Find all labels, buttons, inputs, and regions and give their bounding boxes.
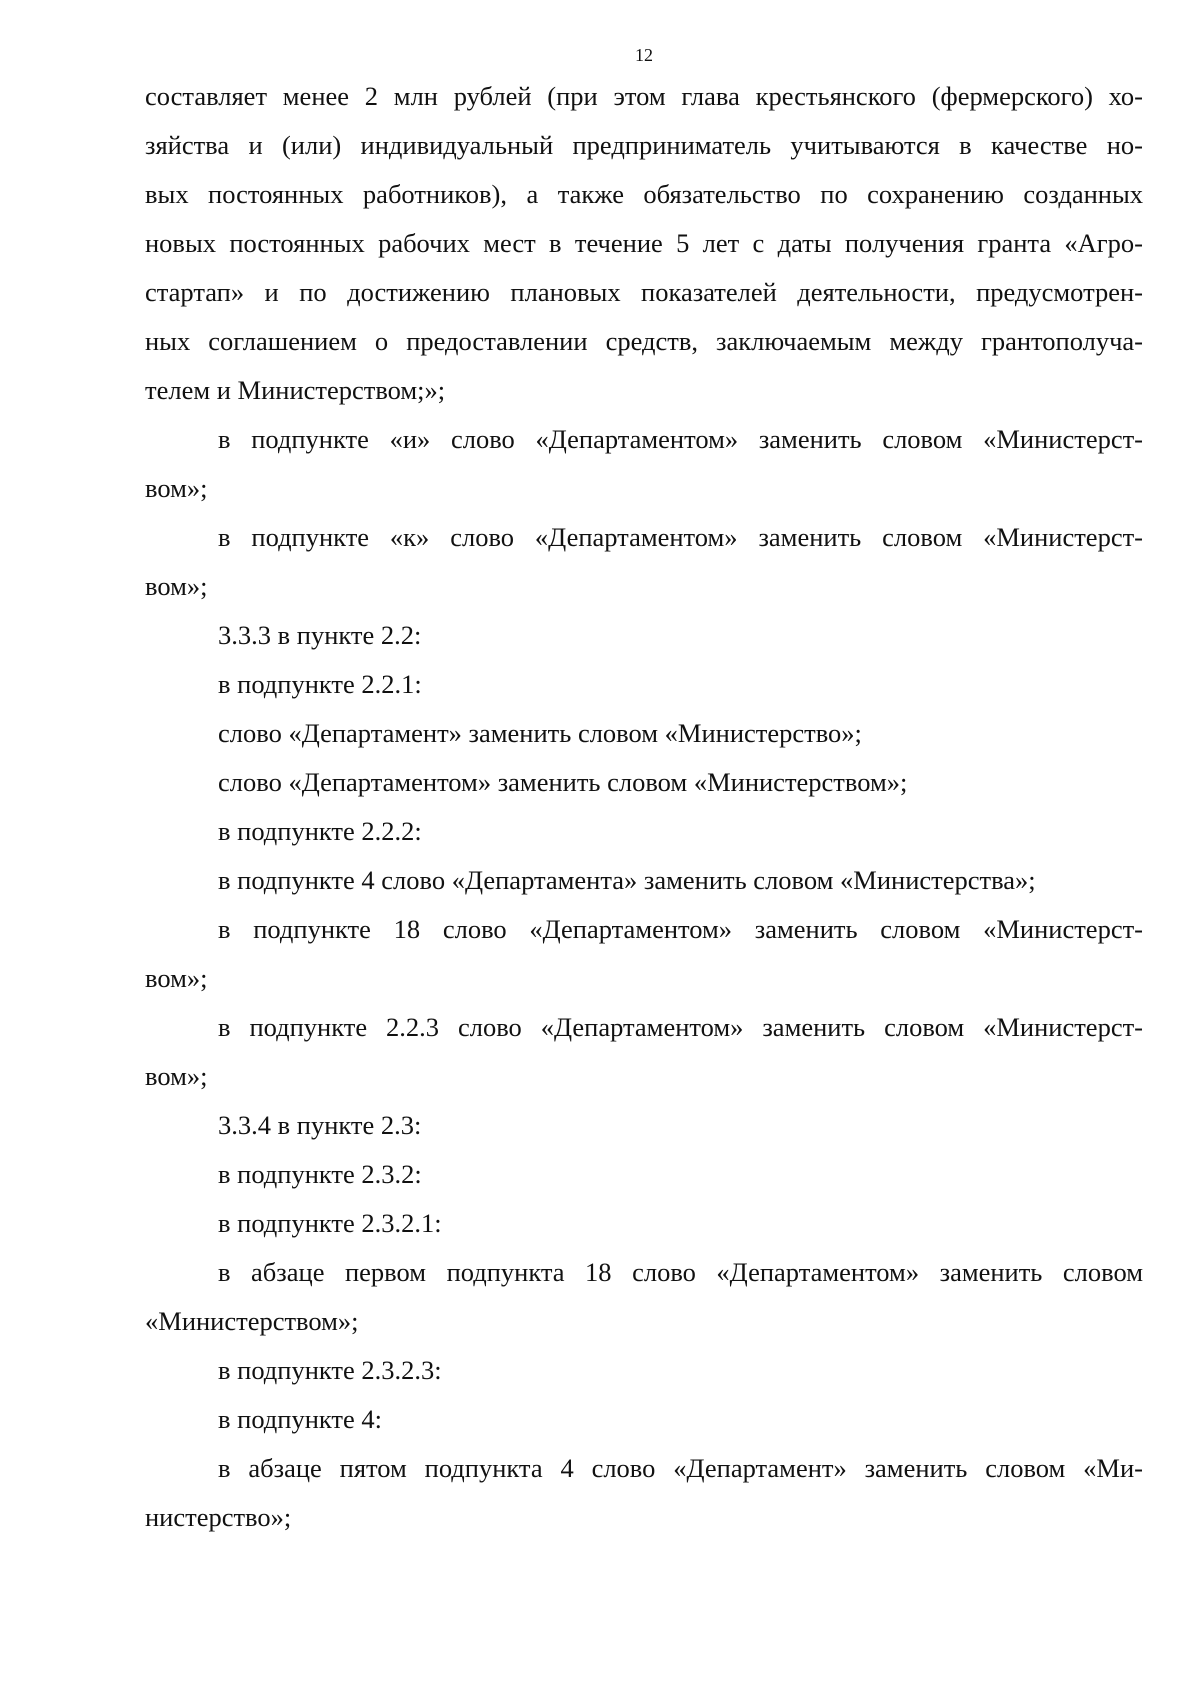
text-line: телем и Министерством;»; [145,375,446,405]
text-line: «Министерством»; [145,1306,359,1336]
text-line: стартап» и по достижению плановых показателей деятельности, предусмотрен- [145,277,1143,307]
text-line: в подпункте 2.2.2: [218,816,422,846]
page-number: 12 [635,45,653,65]
text-line: вом»; [145,473,208,503]
text-line: в подпункте 4: [218,1404,383,1434]
text-line: в подпункте 18 слово «Департаментом» заменить словом «Министерст- [218,914,1143,944]
text-line: в подпункте 4 слово «Департамента» заменить словом «Министерства»; [218,865,1036,895]
text-line: в подпункте 2.2.1: [218,669,422,699]
text-line: в подпункте 2.2.3 слово «Департаментом» заменить словом «Министерст- [218,1012,1143,1042]
text-line: вом»; [145,1061,208,1091]
text-line: в абзаце пятом подпункта 4 слово «Департамент» заменить словом «Ми- [218,1453,1143,1483]
text-line: вом»; [145,571,208,601]
text-line: в подпункте 2.3.2: [218,1159,422,1189]
text-line: в подпункте 2.3.2.3: [218,1355,442,1385]
text-line: в подпункте «и» слово «Департаментом» заменить словом «Министерст- [218,424,1143,454]
text-line: 3.3.3 в пункте 2.2: [218,620,422,650]
text-line: ных соглашением о предоставлении средств, заключаемым между грантополуча- [145,326,1143,356]
text-line: слово «Департамент» заменить словом «Министерство»; [218,718,862,748]
text-line: в подпункте «к» слово «Департаментом» заменить словом «Министерст- [218,522,1143,552]
text-line: слово «Департаментом» заменить словом «Министерством»; [218,767,908,797]
text-line: нистерство»; [145,1502,292,1532]
text-line: в абзаце первом подпункта 18 слово «Департаментом» заменить словом [218,1257,1143,1287]
document-body [145,72,1143,1542]
text-line: новых постоянных рабочих мест в течение 5 лет с даты получения гранта «Агро- [145,228,1143,258]
text-line: вом»; [145,963,208,993]
text-line: вых постоянных работников), а также обязательство по сохранению созданных [145,179,1143,209]
text-line: 3.3.4 в пункте 2.3: [218,1110,422,1140]
text-line: зяйства и (или) индивидуальный предприниматель учитываются в качестве но- [145,130,1143,160]
text-line: составляет менее 2 млн рублей (при этом глава крестьянского (фермерского) хо- [145,81,1143,111]
text-line: в подпункте 2.3.2.1: [218,1208,442,1238]
